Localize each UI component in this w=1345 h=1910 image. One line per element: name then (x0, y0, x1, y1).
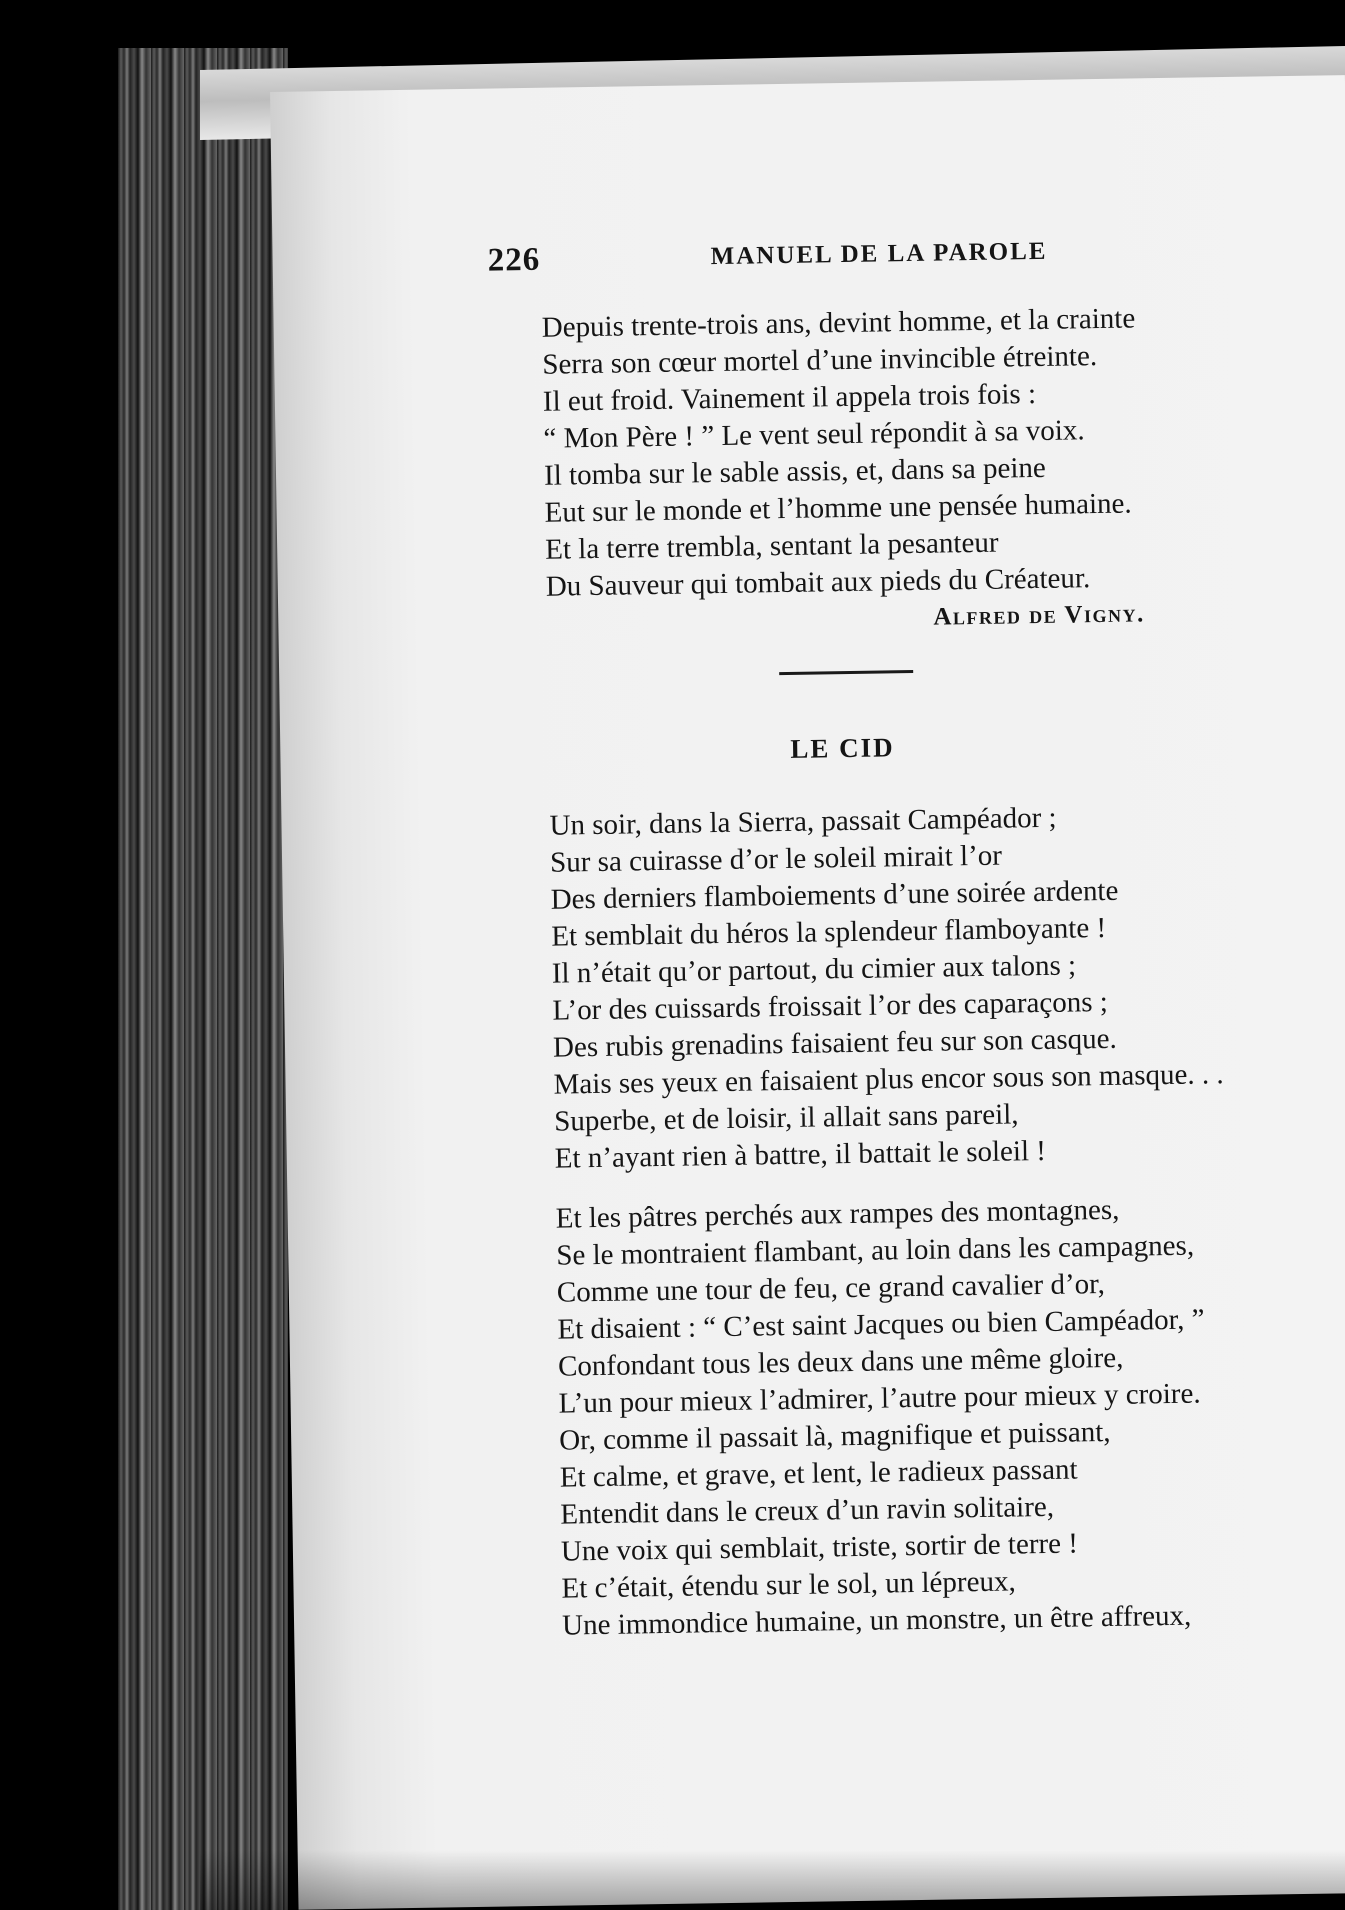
verse-line: Comme une tour de feu, ce grand cavalier d’or, (556, 1268, 1106, 1309)
page-bottom-shadow (200, 1850, 1345, 1910)
verse-line: Depuis trente-trois ans, devint homme, et la crainte (541, 302, 1136, 344)
verse-line: Confondant tous les deux dans une même gloire, (557, 1341, 1124, 1383)
verse-line: L’or des cuissards froissait l’or des caparaçons ; (552, 985, 1109, 1027)
page-number: 226 (487, 241, 541, 279)
book-page-edges (118, 48, 288, 1910)
section-divider (779, 670, 913, 675)
verse-line: Une immondice humaine, un monstre, un être affreux, (561, 1599, 1192, 1642)
verse-line: Et calme, et grave, et lent, le radieux passant (559, 1453, 1078, 1494)
poem-stanza-2 (555, 1190, 1209, 1644)
verse-line: Il eut froid. Vainement il appela trois fois : (542, 378, 1037, 418)
verse-line: Une voix qui semblait, triste, sortir de terre ! (560, 1527, 1079, 1568)
verse-line: Du Sauveur qui tombait aux pieds du Créateur. (545, 562, 1091, 603)
verse-line: Et disaient : “ C’est saint Jacques ou bien Campéador, ” (557, 1303, 1205, 1346)
section-title: LE CID (790, 732, 895, 764)
author-attribution: Alfred de Vigny. (933, 600, 1145, 631)
verse-line: Sur sa cuirasse d’or le soleil mirait l’or (549, 839, 1003, 879)
verse-line: Il tomba sur le sable assis, et, dans sa peine (543, 451, 1047, 492)
verse-line: Se le montraient flambant, au loin dans les campagnes, (556, 1229, 1195, 1272)
verse-line: L’un pour mieux l’admirer, l’autre pour mieux y croire. (558, 1377, 1201, 1420)
verse-line: Superbe, et de loisir, il allait sans pareil, (553, 1098, 1019, 1138)
verse-line: Eut sur le monde et l’homme une pensée humaine. (544, 487, 1132, 529)
verse-line: Et c’était, étendu sur le sol, un lépreux, (561, 1565, 1016, 1605)
verse-line: Mais ses yeux en faisaient plus encor sous son masque. . . (553, 1058, 1224, 1101)
running-title: MANUEL DE LA PAROLE (710, 237, 1048, 271)
verse-line: Et les pâtres perchés aux rampes des montagnes, (555, 1193, 1120, 1235)
page-sheet (270, 75, 1345, 1910)
verse-line: Et semblait du héros la splendeur flamboyante ! (551, 911, 1107, 953)
verse-line: Et la terre trembla, sentant la pesanteur (544, 526, 999, 566)
verse-line: Il n’était qu’or partout, du cimier aux talons ; (551, 949, 1077, 990)
verse-line: “ Mon Père ! ” Le vent seul répondit à sa voix. (543, 414, 1085, 455)
verse-line: Un soir, dans la Sierra, passait Campéador ; (549, 801, 1057, 842)
poem-stanza-1 (549, 797, 1225, 1177)
poem-excerpt (541, 300, 1139, 605)
verse-line: Or, comme il passait là, magnifique et puissant, (558, 1415, 1111, 1457)
verse-line: Et n’ayant rien à battre, il battait le soleil ! (554, 1134, 1047, 1175)
verse-line: Entendit dans le creux d’un ravin solitaire, (560, 1490, 1055, 1531)
verse-line: Des derniers flamboiements d’une soirée ardente (550, 874, 1119, 916)
verse-line: Serra son cœur mortel d’une invincible étreinte. (542, 340, 1098, 381)
verse-line: Des rubis grenadins faisaient feu sur son casque. (552, 1022, 1117, 1064)
